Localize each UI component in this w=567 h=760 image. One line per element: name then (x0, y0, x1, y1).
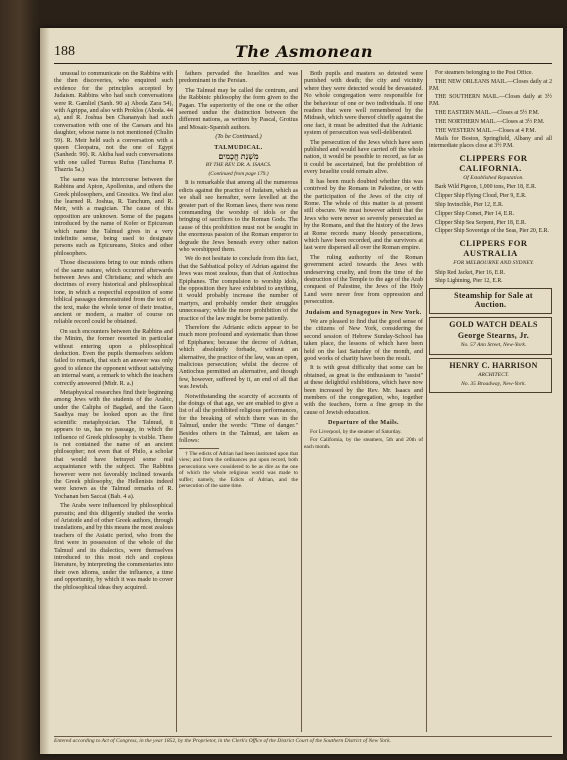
column-3 (304, 70, 423, 732)
gold-watch-ad (429, 317, 552, 354)
steamship-auction-ad (429, 288, 552, 314)
article-columns (54, 70, 552, 732)
paragraph: It is with great difficulty that some can be obtained, as great is the enthusiasm to "assist" at these delightful exhibitions, which have now been increased by the Rev. Mr. Isaacs and members of the congregation, who, together with the teachers, form a fine group in the cause of Jewish education. (304, 364, 423, 416)
column-rule (426, 70, 427, 732)
clipper-listing: Clipper Ship Sea Serpent, Pier 18, E.R. (435, 219, 527, 226)
column-rule (301, 70, 302, 732)
paragraph: The persecution of the Jews which have seen published and would have carried off the whole nation, it would be possible to record, as far as it could be ascertained, but the prohibition of every Israelite could remain alive. (304, 138, 423, 176)
column-2 (179, 70, 298, 732)
section-continued-from: (Continued from page 179.) (208, 170, 269, 177)
paragraph: We are pleased to find that the good sense of the citizens of New York, considering the second session of Hebrew Sunday-School has taken place, the lessons of which have been held on the last Saturday of the month, and good works of charity have been the result. (304, 318, 423, 363)
mail-schedule-line: THE NORTHERN MAIL.—Closes at 3½ P.M. (435, 118, 545, 125)
clipper-listing: Clipper Ship Comet, Pier 14, E.R. (435, 210, 515, 217)
page-header (54, 42, 552, 64)
steamship-auction-title: Steamship for Sale at Auction. (454, 291, 533, 310)
column-1 (54, 70, 173, 732)
paragraph: Those discussions bring to our minds others of the same nature, which occurred afterwards between Jews and Christians; and which are doctrines of every historical and philosophical tone, in which a respectful exposition of some biblical passages demonstrated from the text of the text, make the whole tenor of their treatise, ancient or modern, a matter of course on reliable record could be obtained. (54, 259, 173, 326)
clipper-listing: Ship Invincible, Pier 12, E.R. (435, 201, 504, 208)
hebrew-title: מִשְׁנַת חֲכָמִים (218, 152, 259, 162)
gold-watch-title: GOLD WATCH DEALS (449, 320, 538, 330)
clipper-listing: Ship Lightning, Pier 12, E.R. (435, 278, 503, 285)
paragraph: It has been much doubted whether this was contrived by the Romans in Palestine, or with the participation of the Jews of the city of Rome. The whole of this matter is at present still obscure. We must however admit that the Jews who were never so severely persecuted as by the Romans, and that the history of the Jews at Rome records many bloody persecutions, which have been recorded, and the survivors at last were dispersed all over the Roman empire. (304, 177, 423, 252)
paragraph: The Talmud may be called the centrum, and the Rabbinic philosophy the form given to the Pagan. The superiority of the one or the other seemed undue the distinction between the different nations, as written by Pascal, Grotius and Mosaic-Spanish authors. (179, 86, 298, 131)
clippers-australia-subtitle: FOR MELBOURNE AND SYDNEY. (453, 260, 534, 267)
paragraph: It is remarkable that among all the numerous edicts against the practice of Judaism, which as we shall see hereafter, were levelled at the greater part of the Roman laws, there was none commanding the worship of idols or the bringing of sacrifices to the Roman Gods. The cause of this prohibition must not be sought in the enormous passion of the Roman emperor to degrade the Jews beneath every other nation who worshipped them. (179, 179, 298, 253)
paragraph: unusual to communicate on the Rabbins with the then discoveries, who enquired such evidence for the principles accepted by Judaism. Rabbins who had such conversations were R. Gamliel (Sanh. 90 a) Aboda Zara 54), with Agrippa, and also with Proklos (Aboda. 44 a), and R. Joshua ben Chananyah had such conversation with one of the Caesars and his daughter, whose name is not mentioned (Chulin 59). R. Meir held such a conversation with a queen Cleopatra, not the one of Egypt (Sanhedr. 90). R. Akiba had such conversations with one called Turnus Rufus (Tanchuma P. Thazria 5a.) (54, 70, 173, 174)
paragraph: We do not hesitate to conclude from this fact, that the Sabbatical policy of Adrian against the Jews was most zealous, than that of Antiochus Epiphanes. The compulsion to worship idols, the opposition they have exhibited to anything, it would probably increase the number of martyrs, and probably render their struggles unnecessary; while the more prohibition of the practice of the law might be borne patiently. (179, 255, 298, 322)
mail-schedule-line: THE WESTERN MAIL.—Closes at 4 P.M. (435, 127, 537, 134)
clipper-listing: Clipper Ship Flying Cloud, Pier 9, E.R. (435, 193, 527, 200)
mail-schedule-line: For steamers belonging to the Post Office. (435, 70, 533, 76)
paragraph: On such encounters between the Rabbins and the Minim, the former resorted in particular without entering upon a philosophical deduction. Even the pupils themselves seldom failed to remark, that such an answer was only good to silence the opponent without satisfying an internal want, a remark to which the teachers correctly answered (Midr. R. a.) (54, 327, 173, 387)
continued-note: (To be Continued.) (215, 133, 262, 141)
paragraph: Metaphysical researches find their beginning among Jews with the students of the Arabic, under the Caliphs of Bagdad, and the Gaon Saadiya may be looked upon as the first scientific metaphysician. The Talmud, it appears to us, has no passage, in which the influence of Greek philosophy is visible. There is not contained the name of an ancient philosopher; not even that of Philo, a scholar that would have betrayed some real acquaintance with the subject. The Rabbins however were not favorably inclined towards the Greek philosophy, the Hellenists indeed were known as the Talmud remarks of R. Yochanan ben Saccai (Bab. 4 a). (54, 389, 173, 500)
mail-schedule-line: Mails for Boston, Springfield, Albany and all intermediate places close at 3½ P.M. (429, 136, 552, 150)
clippers-california-subtitle: Of Established Reputation. (463, 174, 524, 181)
mail-notice: For California, by the steamers, 5th and 20th of each month. (304, 437, 423, 450)
harrison-profession: ARCHITECT. (478, 371, 509, 378)
footnote-rule (179, 448, 219, 449)
mail-schedule-line: THE NEW ORLEANS MAIL.—Closes daily at 2 P.M. (429, 78, 552, 92)
clippers-australia-title: CLIPPERS FOR AUSTRALIA (459, 238, 528, 259)
mail-schedule-line: THE EASTERN MAIL.—Closes at 5½ P.M. (435, 109, 540, 116)
newspaper-page (40, 28, 563, 754)
paragraph: The same was the intercourse between the Rabbins and Apion, Apollonius, and others the Greek philosophers, and Gnostics. We find also the learned R. Joshua, R. Tanchum, and R. Meir, with a magician. The cause of this opposition are unknown. Some of the pagans introduced by the name of Kofer or Epicurean which name the Talmud gives in a very indefinite sense, being used to designate persons such as Epicureans, Stoics and other philosophers. (54, 175, 173, 257)
paragraph: Both pupils and masters so detested were punished with death; the city and vicinity where they were detected would be devastated. No whole congregation were responsible for the behaviour of one or two individuals. If one readers that were well remembered by the Midrash, which were thereof chiefly against the one fact, it must be admitted that the Adrianic system of persecution was well-deliberated. (304, 70, 423, 137)
clipper-listing: Ship Red Jacket, Pier 16, E.R. (435, 269, 506, 276)
paragraph: fathers pervaded the Israelites and was predominant in the Persian. (179, 70, 298, 85)
harrison-address: No. 35 Broadway, New-York. (461, 380, 526, 387)
george-stearns-name: George Stearns, Jr. (457, 331, 530, 341)
section-heading: TALMUDICAL. (214, 143, 263, 151)
page-footer: Entered according to Act of Congress, in the year 1852, by the Proprietor, in the Clerk's Office of the District Court of the Southern District of New York. (54, 736, 552, 748)
clipper-listing: Clipper Ship Sovereign of the Seas, Pier 20, E.R. (435, 228, 549, 235)
column-rule (176, 70, 177, 732)
mail-notice: For Liverpool, by the steamer of Saturday. (310, 428, 402, 435)
paragraph: Notwithstanding the scarcity of accounts of the doings of that age, we are enabled to give a list of all the prohibited religious performances, for the breaking of which there was in the Talmud, under the words: "Time of danger." Besides others in the Talmud, are taken as follows: (179, 392, 298, 445)
clippers-california-title: CLIPPERS FOR CALIFORNIA. (459, 152, 528, 173)
mail-schedule-line: THE SOUTHERN MAIL.—Closes daily at 3½ P.M. (429, 94, 552, 108)
paragraph: The Arabs were influenced by philosophical pursuits; and this diligently studied the works of Aristotle and of other Greek authors, through translations, and by this means the most zealous teachers of the Asiatic period, who from the first were in possession of the whole of the Talmud and its dialectics, were themselves introduced to this most rich and copious literature, by interpreting the commentaries into their own idioms, under the influence, a time and opportunity, by which it was made to cover the philosophical ideas they acquired. (54, 502, 173, 591)
page-number: 188 (54, 44, 75, 59)
paragraph: The ruling authority of the Roman government acted towards the Jews with undeserving cruelty, and from the time of the destruction of the Temple to the age of the Arab conquest of Palestine, the Jews of the Holy Land were never free from oppression and persecution. (304, 253, 423, 306)
section-author: BY THE REV. DR. A. ISAACS. (205, 162, 272, 169)
architect-ad (429, 358, 552, 394)
footnote: † The edicts of Adrian had been instituted upon that view; and from the ordinances put upon record, both persecutions were considered to be as dire as the one of which the whole religious world was made to suffer; namely, the Edicts of Adrian, and the persecution of the same time. (179, 451, 298, 490)
column-4-advertisements (429, 70, 552, 732)
clipper-listing: Bark Wild Pigeon, 1,000 tons, Pier 18, E.R. (435, 184, 537, 191)
george-stearns-address: No. 57 Ann Street, New-York. (460, 342, 527, 349)
paragraph: Therefore the Adrianic edicts appear to be much more profound and systematic than those of Epiphanes; because the decree of Adrian, which absolutely forbade, without an alternative, the practice of the law, was an open, malicious persecution; whilst the decree of Antiochus permitted an alternative, and though few, however, suffered by it, an end of all that was Jewish. (179, 324, 298, 391)
harrison-name: HENRY C. HARRISON (449, 360, 538, 370)
masthead-title: The Asmonean (234, 42, 374, 61)
page-binding-shadow (40, 28, 50, 754)
section-heading: Departure of the Mails. (328, 419, 399, 427)
section-heading: Judaism and Synagogues in New York. (305, 308, 422, 316)
